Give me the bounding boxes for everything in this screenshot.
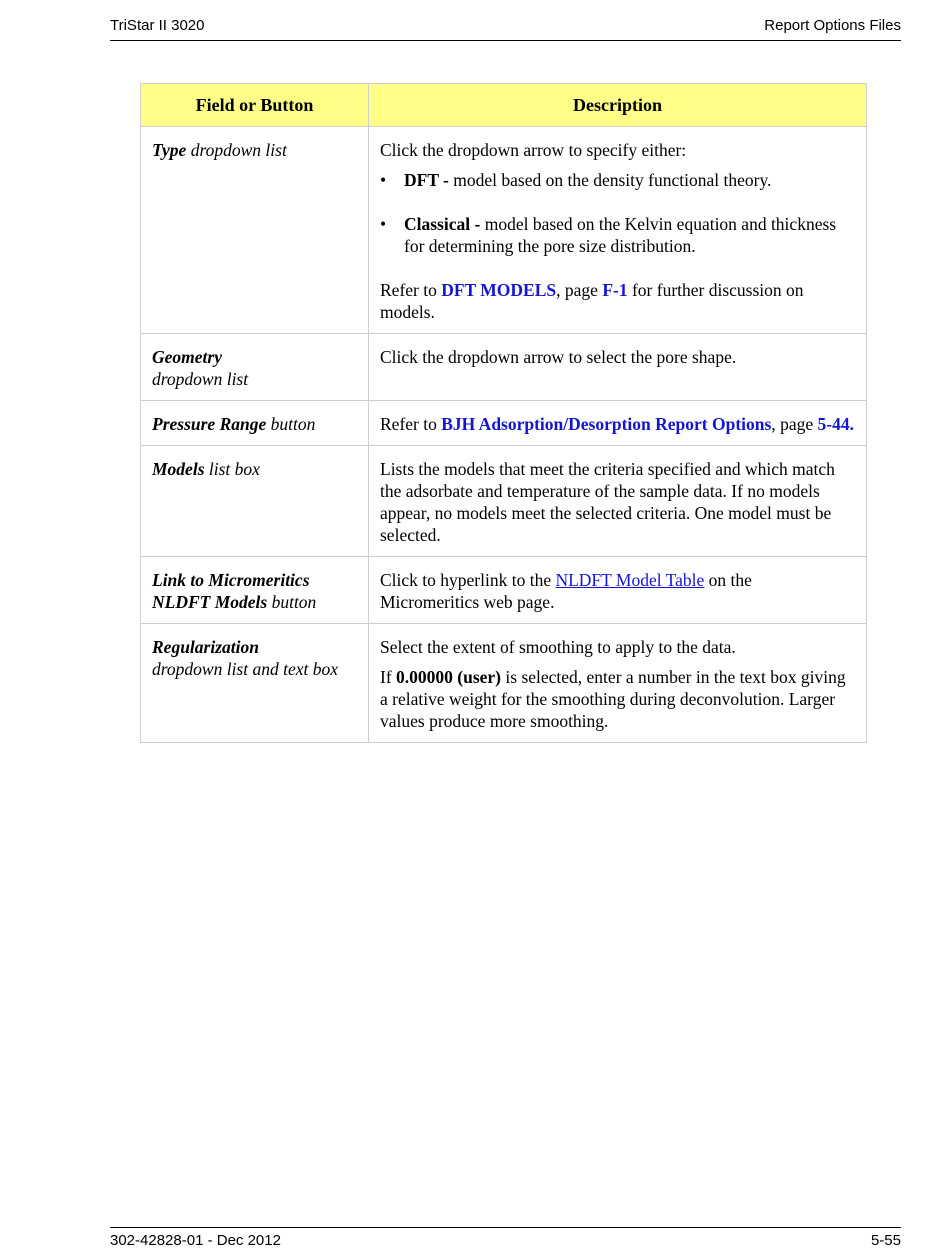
table-row-pressure-range [141, 401, 867, 446]
table-row-nldft-link [141, 557, 867, 624]
field-cell [141, 557, 369, 624]
table-row-geometry [141, 334, 867, 401]
description-cell [369, 334, 867, 401]
field-type: dropdown list [190, 140, 287, 160]
page-f1-link[interactable]: F-1 [602, 280, 628, 300]
table-header-row [141, 84, 867, 127]
field-type: button [271, 592, 317, 612]
field-name: Pressure Range [152, 414, 267, 434]
description-cell [369, 624, 867, 743]
reference-page-label: , page [556, 280, 598, 300]
description-cell [369, 127, 867, 334]
option-text: model based on the Kelvin equation and thickness for determining the pore size distribution. [404, 214, 837, 256]
description-text [380, 569, 855, 613]
reference-suffix: for further discussion on models. [380, 280, 804, 322]
table-row-type [141, 127, 867, 334]
reference-prefix: Refer to [380, 280, 437, 300]
reference-page-label: , page [771, 414, 814, 434]
description-prefix: Click to hyperlink to the [380, 570, 552, 590]
page-5-44-link[interactable]: 5-44 [817, 414, 850, 434]
description-cell [369, 446, 867, 557]
table-row-models [141, 446, 867, 557]
option-list [380, 169, 855, 257]
bullet-icon: • [380, 214, 387, 234]
description-suffix: is selected, enter a number in the text box giving a relative weight for the smoothing during deconvolution. Larger values produce more smoothing. [380, 667, 846, 731]
footer-page-number: 5-55 [870, 1232, 901, 1249]
column-header-description: Description [369, 84, 867, 127]
description-cell [369, 557, 867, 624]
field-name: Type [152, 140, 187, 160]
option-text: model based on the density functional theory. [453, 170, 772, 190]
description-prefix: If [380, 667, 392, 687]
description-text-2 [380, 666, 855, 732]
option-term: Classical - [404, 214, 481, 234]
description-cell [369, 401, 867, 446]
field-cell [141, 334, 369, 401]
field-name: Geometry [152, 347, 222, 367]
page-footer [110, 1227, 901, 1250]
bjh-report-options-link[interactable]: BJH Adsorption/Desorption Report Options [441, 414, 772, 434]
field-type: list box [208, 459, 260, 479]
table-row-regularization [141, 624, 867, 743]
field-name: Regularization [152, 637, 259, 657]
field-type: dropdown list [152, 369, 249, 389]
field-name-line1: Link to Micromeritics [152, 570, 310, 590]
field-name-line2: NLDFT Models [152, 592, 268, 612]
column-header-field: Field or Button [141, 84, 369, 127]
field-cell [141, 624, 369, 743]
reference-text [380, 413, 855, 435]
field-cell [141, 127, 369, 334]
list-item [380, 213, 855, 257]
option-term: DFT - [404, 170, 449, 190]
reference-text [380, 279, 855, 323]
description-text: Click the dropdown arrow to select the pore shape. [380, 347, 737, 367]
field-cell [141, 446, 369, 557]
field-type: button [270, 414, 316, 434]
page-header [110, 17, 901, 41]
reference-end: . [849, 414, 854, 434]
dft-models-link[interactable]: DFT MODELS [441, 280, 557, 300]
description-text: Lists the models that meet the criteria specified and which match the adsorbate and temperature of the sample data. If no models appear, no models meet the selected criteria. One model must be selected. [380, 459, 835, 545]
field-type: dropdown list and text box [152, 659, 339, 679]
bullet-icon: • [380, 170, 387, 190]
description-text: Select the extent of smoothing to apply to the data. [380, 637, 736, 657]
user-value-term: 0.00000 (user) [396, 667, 502, 687]
field-name: Models [152, 459, 205, 479]
field-cell [141, 401, 369, 446]
field-description-table [140, 83, 867, 743]
footer-document-id: 302-42828-01 - Dec 2012 [110, 1232, 281, 1249]
nldft-model-table-link[interactable]: NLDFT Model Table [555, 570, 705, 590]
description-intro: Click the dropdown arrow to specify either: [380, 140, 687, 160]
reference-prefix: Refer to [380, 414, 437, 434]
description-suffix: on the Micromeritics web page. [380, 570, 752, 612]
header-product-title: TriStar II 3020 [110, 17, 205, 34]
header-section-title: Report Options Files [764, 17, 901, 34]
list-item [380, 169, 855, 191]
